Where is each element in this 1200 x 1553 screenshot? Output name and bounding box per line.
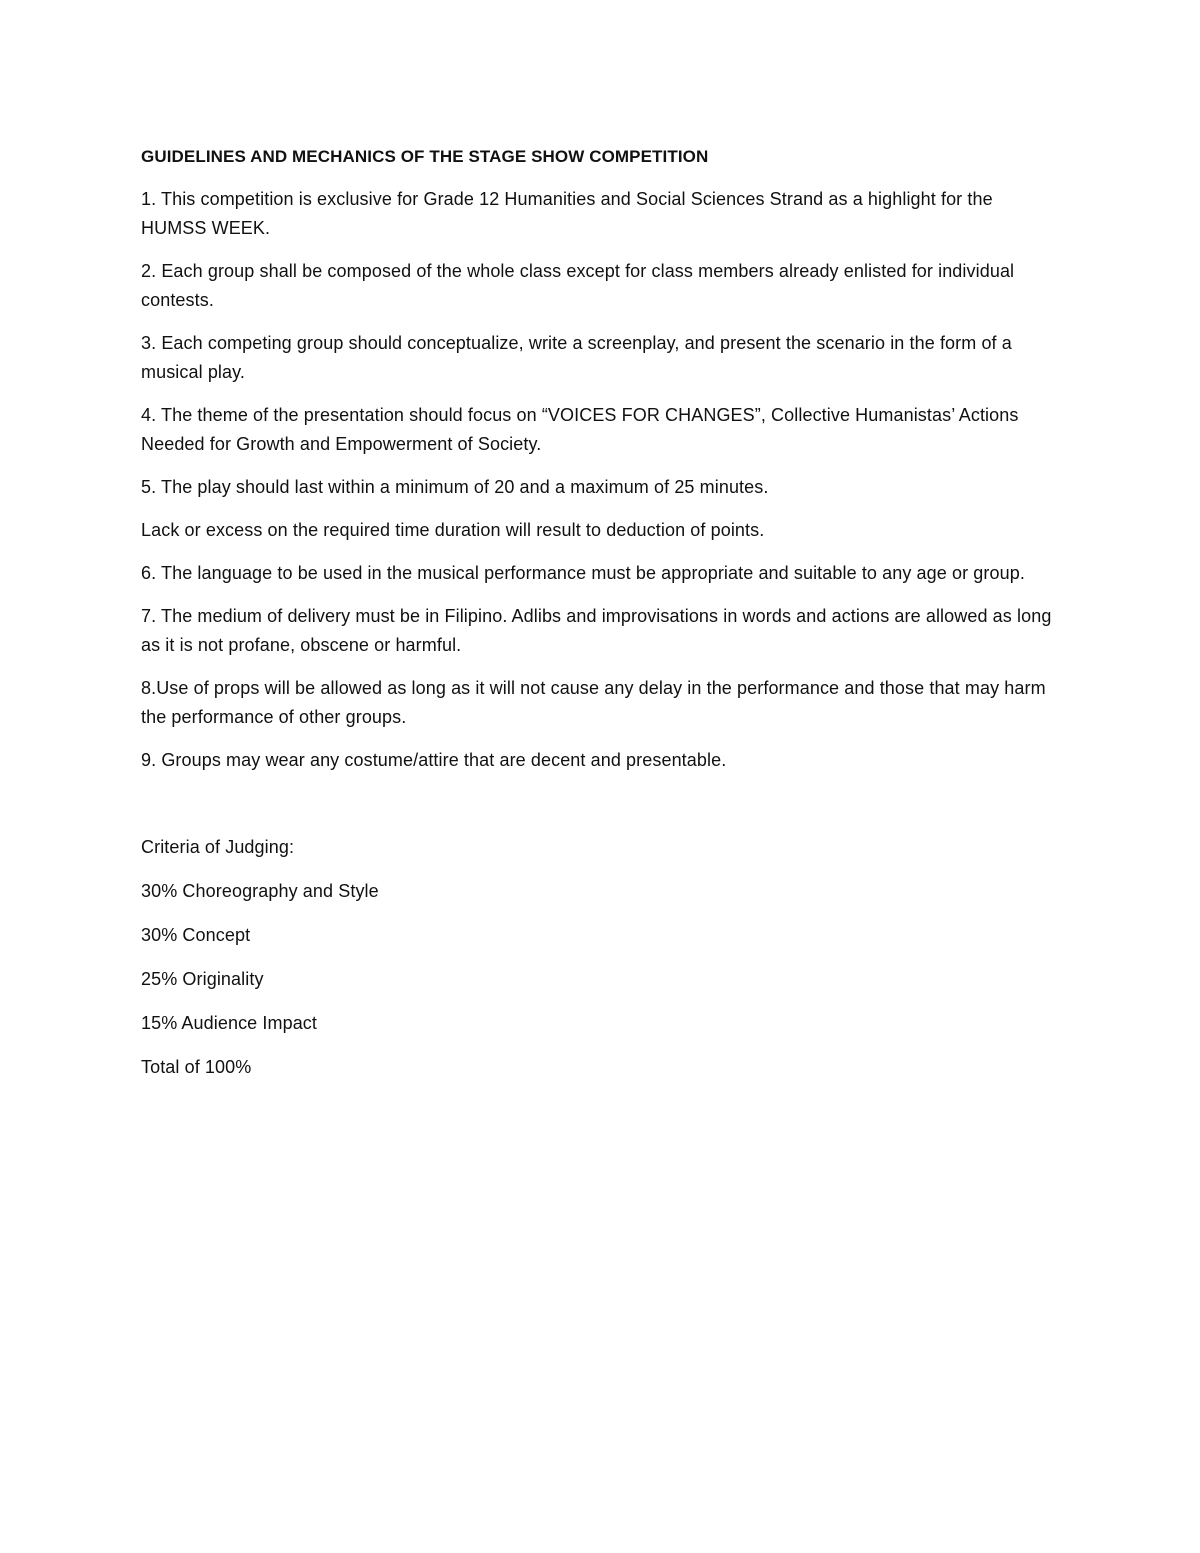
guideline-6: 6. The language to be used in the musical performance must be appropriate and suitable to any age or group. xyxy=(141,563,1025,583)
document-body xyxy=(141,142,1061,1097)
guideline-3: 3. Each competing group should conceptualize, write a screenplay, and present the scenario in the form of a musical play. xyxy=(141,333,1012,382)
criterion-audience-impact: 15% Audience Impact xyxy=(141,1013,318,1033)
guideline-9: 9. Groups may wear any costume/attire that are decent and presentable. xyxy=(141,750,727,770)
section-spacer xyxy=(141,789,1061,833)
criterion-choreography: 30% Choreography and Style xyxy=(141,881,379,901)
criterion-originality: 25% Originality xyxy=(141,969,264,989)
criterion-concept: 30% Concept xyxy=(141,925,251,945)
guideline-5-note: Lack or excess on the required time duration will result to deduction of points. xyxy=(141,520,765,540)
guideline-7: 7. The medium of delivery must be in Filipino. Adlibs and improvisations in words and actions are allowed as long as it is not profane, obscene or harmful. xyxy=(141,606,1052,655)
guideline-8: 8.Use of props will be allowed as long as it will not cause any delay in the performance and those that may harm the performance of other groups. xyxy=(141,678,1046,727)
criteria-heading: Criteria of Judging: xyxy=(141,837,295,857)
guideline-5: 5. The play should last within a minimum of 20 and a maximum of 25 minutes. xyxy=(141,477,769,497)
document-title: GUIDELINES AND MECHANICS OF THE STAGE SHOW COMPETITION xyxy=(141,147,709,166)
criteria-total: Total of 100% xyxy=(141,1057,252,1077)
guideline-4: 4. The theme of the presentation should focus on “VOICES FOR CHANGES”, Collective Humanistas’ Actions Needed for Growth and Empowerment of Society. xyxy=(141,405,1019,454)
guideline-1: 1. This competition is exclusive for Grade 12 Humanities and Social Sciences Strand as a highlight for the HUMSS WEEK. xyxy=(141,189,993,238)
guideline-2: 2. Each group shall be composed of the whole class except for class members already enlisted for individual contests. xyxy=(141,261,1015,310)
